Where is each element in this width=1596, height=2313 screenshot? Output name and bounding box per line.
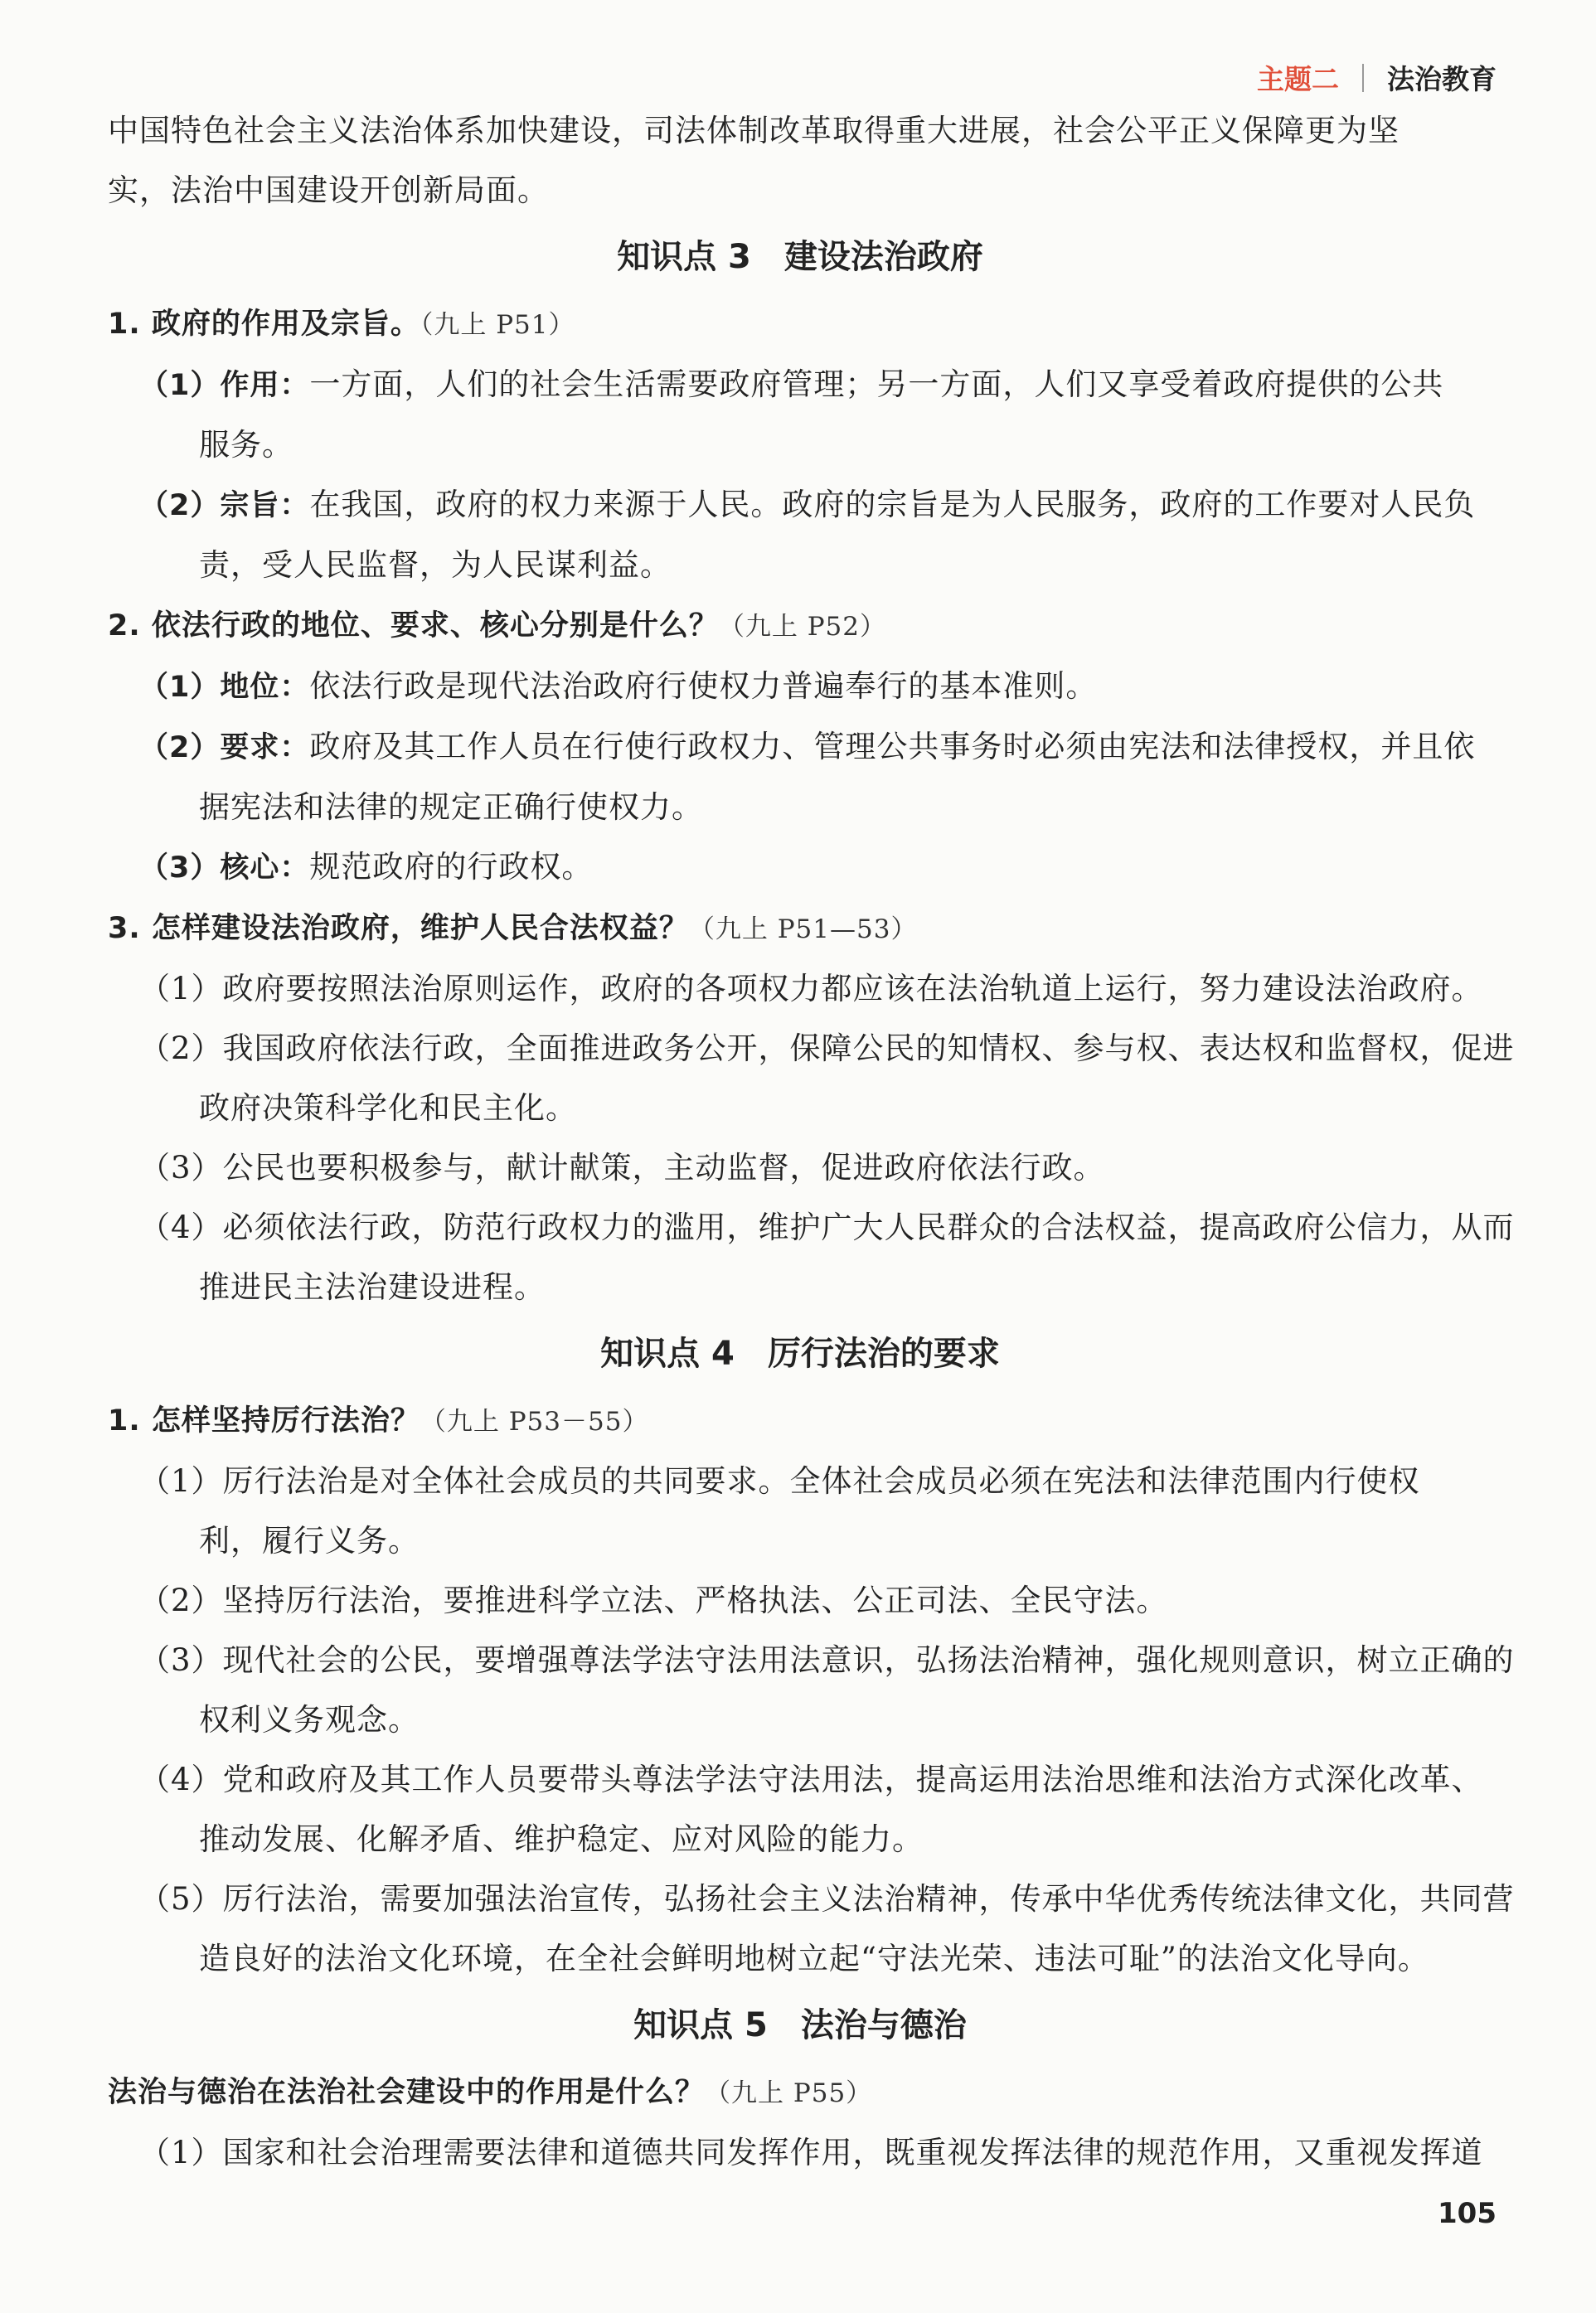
kp3-q2-item-2-cont: 据宪法和法律的规定正确行使权力。 <box>199 789 703 825</box>
kp3-question-2: 2. 依法行政的地位、要求、核心分别是什么？（九上 P52） <box>108 609 887 642</box>
kp3-q1-item-1-cont: 服务。 <box>199 427 293 463</box>
kp5-item-1: （1）国家和社会治理需要法律和道德共同发挥作用，既重视发挥法律的规范作用，又重视发挥道 <box>139 2135 1483 2170</box>
kp5-title: 法治与德治 <box>800 2006 967 2044</box>
kp4-item-3: （3）现代社会的公民，要增强尊法学法守法用法意识，弘扬法治精神，强化规则意识，树立正确的 <box>139 1642 1515 1678</box>
kp4-item-2: （2）坚持厉行法治，要推进科学立法、严格执法、公正司法、全民守法。 <box>139 1583 1168 1618</box>
header-divider <box>1362 64 1364 92</box>
kp3-q2-item-1: （1）地位：依法行政是现代法治政府行使权力普遍奉行的基本准则。 <box>139 668 1098 704</box>
kp4-item-3-cont: 权利义务观念。 <box>199 1702 420 1738</box>
kp3-q1-item-2-cont: 责，受人民监督，为人民谋利益。 <box>199 547 672 583</box>
kp3-q2-item-3: （3）核心：规范政府的行政权。 <box>139 849 594 885</box>
kp4-item-4-cont: 推动发展、化解矛盾、维护稳定、应对风险的能力。 <box>199 1821 924 1857</box>
kp3-q3-item-4: （4）必须依法行政，防范行政权力的滥用，维护广大人民群众的合法权益，提高政府公信力，从而 <box>139 1210 1515 1245</box>
kp4-item-5: （5）厉行法治，需要加强法治宣传，弘扬社会主义法治精神，传承中华优秀传统法律文化，共同营 <box>139 1881 1515 1917</box>
kp3-question-1: 1. 政府的作用及宗旨。（九上 P51） <box>108 308 575 341</box>
kp3-q1-item-2: （2）宗旨：在我国，政府的权力来源于人民。政府的宗旨是为人民服务，政府的工作要对人民负 <box>139 487 1476 522</box>
kp5-num: 知识点 5 <box>633 2006 768 2044</box>
kp4-title: 厉行法治的要求 <box>767 1335 1000 1373</box>
kp4-item-1-cont: 利，履行义务。 <box>199 1523 420 1559</box>
kp3-q3-item-2: （2）我国政府依法行政，全面推进政务公开，保障公民的知情权、参与权、表达权和监督权，促进 <box>139 1030 1515 1066</box>
kp4-num: 知识点 4 <box>600 1335 735 1373</box>
kp3-q3-item-3: （3）公民也要积极参与，献计献策，主动监督，促进政府依法行政。 <box>139 1150 1105 1186</box>
subject-label: 法治教育 <box>1387 63 1497 95</box>
kp3-title: 建设法治政府 <box>783 238 983 276</box>
kp4-heading <box>108 1321 1492 1387</box>
intro-line-1: 中国特色社会主义法治体系加快建设，司法体制改革取得重大进展，社会公平正义保障更为坚 <box>108 113 1400 148</box>
intro-line-2: 实，法治中国建设开创新局面。 <box>108 172 549 208</box>
kp3-q3-item-2-cont: 政府决策科学化和民主化。 <box>199 1090 577 1126</box>
kp4-item-4: （4）党和政府及其工作人员要带头尊法学法守法用法，提高运用法治思维和法治方式深化改革、 <box>139 1762 1483 1797</box>
kp3-num: 知识点 3 <box>617 238 751 276</box>
page-number: 105 <box>1438 2197 1497 2230</box>
page-content <box>108 101 1515 2183</box>
kp5-heading <box>108 1992 1492 2058</box>
kp4-question-1: 1. 怎样坚持厉行法治？（九上 P53－55） <box>108 1404 649 1438</box>
kp3-q3-item-1: （1）政府要按照法治原则运作，政府的各项权力都应该在法治轨道上运行，努力建设法治政府。 <box>139 971 1483 1006</box>
kp3-heading <box>108 224 1492 290</box>
kp5-question-1: 法治与德治在法治社会建设中的作用是什么？（九上 P55） <box>108 2076 873 2109</box>
kp4-item-1: （1）厉行法治是对全体社会成员的共同要求。全体社会成员必须在宪法和法律范围内行使权 <box>139 1463 1420 1499</box>
kp3-q2-item-2: （2）要求：政府及其工作人员在行使行政权力、管理公共事务时必须由宪法和法律授权，并且依 <box>139 729 1476 764</box>
kp4-item-5-cont: 造良好的法治文化环境，在全社会鲜明地树立起“守法光荣、违法可耻”的法治文化导向。 <box>199 1941 1429 1976</box>
kp3-question-3: 3. 怎样建设法治政府，维护人民合法权益？（九上 P51—53） <box>108 912 918 945</box>
kp3-q1-item-1: （1）作用：一方面，人们的社会生活需要政府管理；另一方面，人们又享受着政府提供的公共 <box>139 366 1444 402</box>
page-header <box>1257 58 1497 97</box>
kp3-q3-item-4-cont: 推进民主法治建设进程。 <box>199 1269 546 1305</box>
theme-label: 主题二 <box>1257 63 1339 95</box>
